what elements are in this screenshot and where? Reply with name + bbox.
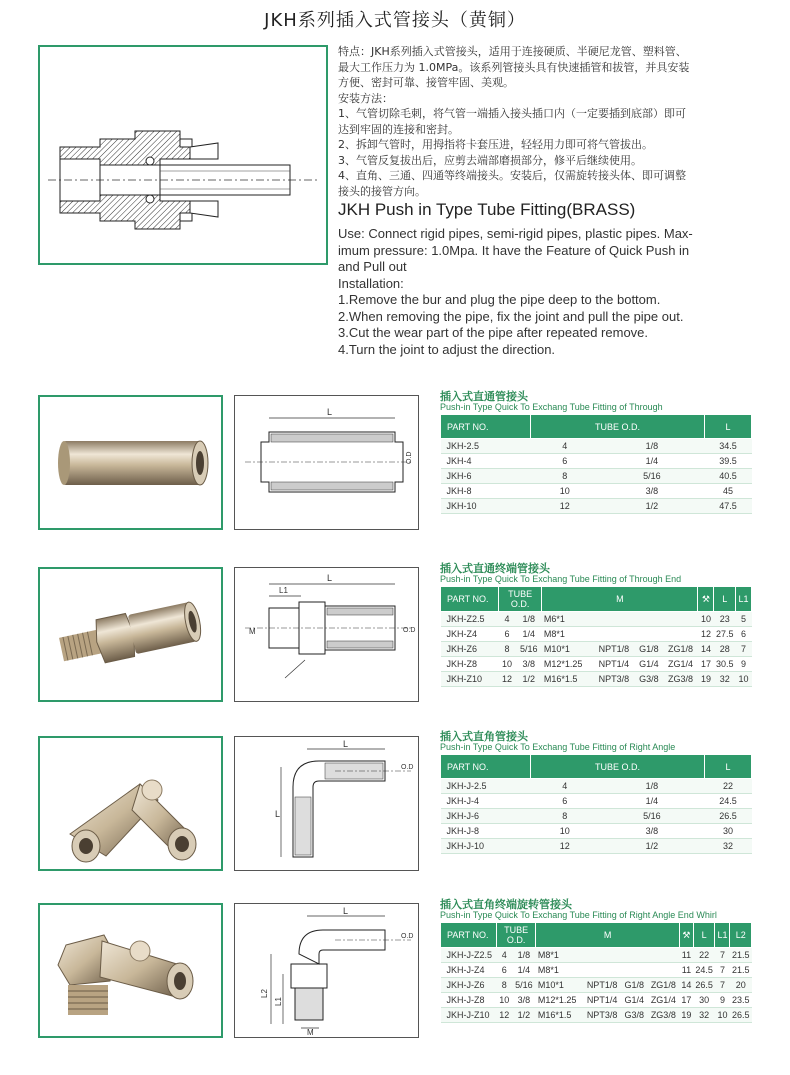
table-cell <box>635 627 663 642</box>
dim-label-l2: L2 <box>260 989 269 998</box>
table-cell: JKH-8 <box>441 484 531 499</box>
table-cell: NPT1/8 <box>583 978 621 993</box>
table-cell: 1/2 <box>516 672 542 687</box>
table-cell: JKH-J-10 <box>441 839 531 854</box>
table-cell: 30 <box>693 993 715 1008</box>
wrench-icon: ⚒ <box>679 923 693 948</box>
col-header: PART NO. <box>441 923 497 948</box>
table-cell: JKH-2.5 <box>441 439 531 454</box>
table-cell: 6 <box>497 963 513 978</box>
right-angle-end-whirl-photo <box>40 905 221 1036</box>
table-cell <box>583 948 621 963</box>
intro-cn-line: 方便、密封可靠、接管牢固、美观。 <box>338 76 514 89</box>
table-cell: 12 <box>499 672 516 687</box>
wrench-icon: ⚒ <box>698 587 714 612</box>
table-cell: G3/8 <box>635 672 663 687</box>
table-cell: 1/2 <box>599 839 705 854</box>
dim-label-od: O.D <box>403 627 416 634</box>
spec-table <box>440 414 752 514</box>
cross-section-drawing <box>40 47 326 263</box>
section-title-en: Push-in Type Quick To Exchang Tube Fitting of Through <box>440 402 663 412</box>
table-cell: JKH-J-8 <box>441 824 531 839</box>
table-cell: 4 <box>497 948 513 963</box>
table-cell: 17 <box>698 657 714 672</box>
col-header: L <box>705 755 752 779</box>
table-cell: JKH-J-4 <box>441 794 531 809</box>
table-cell: 20 <box>730 978 752 993</box>
dim-label-l1: L1 <box>274 997 283 1006</box>
table-cell: 30.5 <box>714 657 736 672</box>
dim-label-l: L <box>275 809 281 819</box>
table-cell: NPT3/8 <box>583 1008 621 1023</box>
table-cell <box>621 963 647 978</box>
table-cell: 6 <box>736 627 752 642</box>
intro-cn-line: 安装方法： <box>338 91 393 105</box>
table-cell: 23 <box>714 612 736 627</box>
table-row <box>441 963 752 978</box>
intro-cn-line: 最大工作压力为 1.0MPa。该系列管接头具有快速插管和拔管，并具安装 <box>338 60 690 74</box>
product-photo-frame <box>38 736 223 871</box>
table-cell: 9 <box>715 993 730 1008</box>
table-cell: 5/16 <box>516 642 542 657</box>
table-row <box>441 484 752 499</box>
table-cell: 17 <box>679 993 693 1008</box>
table-cell: 10 <box>531 824 600 839</box>
section-title-en: Push-in Type Quick To Exchang Tube Fitting of Right Angle End Whirl <box>440 910 717 920</box>
table-cell: G1/8 <box>621 978 647 993</box>
table-cell: 3/8 <box>599 484 705 499</box>
table-row <box>441 948 752 963</box>
table-row <box>441 454 752 469</box>
intro-cn-line: 达到牢固的连接和密封。 <box>338 122 459 136</box>
table-row <box>441 839 752 854</box>
intro-cn-line: 2、拆卸气管时，用拇指将卡套压进，轻轻用力即可将气管拔出。 <box>338 138 653 151</box>
straight-fitting-photo <box>40 397 221 528</box>
straight-fitting-drawing <box>235 396 418 529</box>
table-cell: 22 <box>705 779 752 794</box>
table-cell <box>647 948 679 963</box>
right-angle-fitting-photo <box>40 738 221 869</box>
table-cell: 39.5 <box>705 454 752 469</box>
table-cell: 10 <box>736 672 752 687</box>
intro-en-line: imum pressure: 1.0Mpa. It have the Feature of Quick Push in <box>338 242 690 258</box>
table-cell <box>635 612 663 627</box>
table-cell: 10 <box>715 1008 730 1023</box>
table-cell: 11 <box>679 948 693 963</box>
table-row <box>441 672 752 687</box>
table-row <box>441 779 752 794</box>
col-header: TUBE O.D. <box>531 415 705 439</box>
table-row <box>441 794 752 809</box>
table-cell: 5 <box>736 612 752 627</box>
intro-en-line: 2.When removing the pipe, fix the joint and pull the pipe out. <box>338 308 684 324</box>
dimension-drawing-frame <box>234 567 419 702</box>
table-cell: 1/4 <box>516 627 542 642</box>
table-cell: 3/8 <box>512 993 536 1008</box>
table-cell: NPT1/4 <box>583 993 621 1008</box>
table-cell: ZG1/8 <box>647 978 679 993</box>
table-row <box>441 978 752 993</box>
col-header: TUBE O.D. <box>499 587 542 612</box>
table-cell: JKH-6 <box>441 469 531 484</box>
table-cell: 10 <box>497 993 513 1008</box>
table-cell: JKH-J-6 <box>441 809 531 824</box>
table-cell: 4 <box>499 612 516 627</box>
intro-cn-line: 接头的接管方向。 <box>338 184 426 198</box>
col-header: TUBE O.D. <box>531 755 705 779</box>
dim-label-od: O.D <box>401 764 414 771</box>
table-cell: 21.5 <box>730 948 752 963</box>
table-cell: JKH-Z4 <box>441 627 499 642</box>
table-cell: 1/8 <box>599 779 705 794</box>
intro-en-line: 1.Remove the bur and plug the pipe deep to the bottom. <box>338 292 661 307</box>
table-cell: ZG3/8 <box>647 1008 679 1023</box>
table-cell: NPT1/4 <box>593 657 635 672</box>
table-cell: 7 <box>715 948 730 963</box>
table-cell: 10 <box>531 484 600 499</box>
col-header: L <box>714 587 736 612</box>
col-header: L2 <box>730 923 752 948</box>
dimension-drawing-frame <box>234 903 419 1038</box>
table-cell: G1/4 <box>635 657 663 672</box>
table-cell: JKH-J-Z4 <box>441 963 497 978</box>
table-cell: 5/16 <box>599 469 705 484</box>
intro-en-line: Installation: <box>338 275 404 291</box>
table-cell <box>593 612 635 627</box>
table-cell: JKH-10 <box>441 499 531 514</box>
dim-label-l: L <box>343 739 349 749</box>
table-cell: 5/16 <box>512 978 536 993</box>
table-cell: JKH-4 <box>441 454 531 469</box>
section-title-cn: 插入式直角管接头 <box>440 730 528 743</box>
col-header: PART NO. <box>441 415 531 439</box>
product-photo-frame <box>38 395 223 530</box>
intro-en <box>338 226 748 358</box>
table-row <box>441 657 752 672</box>
table-cell: 8 <box>531 809 600 824</box>
col-header: L1 <box>736 587 752 612</box>
table-cell: 1/2 <box>512 1008 536 1023</box>
table-cell: 7 <box>715 978 730 993</box>
table-cell: ZG1/4 <box>647 993 679 1008</box>
dim-label-m: M <box>249 627 256 636</box>
table-cell: JKH-J-Z2.5 <box>441 948 497 963</box>
en-title: JKH Push in Type Tube Fitting(BRASS) <box>338 200 636 219</box>
section-title-en: Push-in Type Quick To Exchang Tube Fitting of Through End <box>440 574 682 584</box>
intro-en-line: 3.Cut the wear part of the pipe after repeated remove. <box>338 325 649 340</box>
table-cell: 8 <box>497 978 513 993</box>
dimension-drawing-frame <box>234 736 419 871</box>
table-cell: 24.5 <box>705 794 752 809</box>
section-title-en: Push-in Type Quick To Exchang Tube Fitting of Right Angle <box>440 742 676 752</box>
col-header: M <box>542 587 698 612</box>
intro-en-line: and Pull out <box>338 259 407 274</box>
col-header: L1 <box>715 923 730 948</box>
table-cell: ZG3/8 <box>663 672 698 687</box>
table-row <box>441 993 752 1008</box>
table-row <box>441 439 752 454</box>
table-cell: JKH-Z8 <box>441 657 499 672</box>
table-row <box>441 809 752 824</box>
col-header: TUBE O.D. <box>497 923 536 948</box>
table-cell: ZG1/8 <box>663 642 698 657</box>
table-row <box>441 612 752 627</box>
table-cell: G1/4 <box>621 993 647 1008</box>
section-title-cn: 插入式直通终端管接头 <box>440 562 550 575</box>
table-cell: 4 <box>531 439 600 454</box>
table-cell: 1/8 <box>512 948 536 963</box>
intro-en-line: Use: Connect rigid pipes, semi-rigid pipes, plastic pipes. Max- <box>338 226 693 241</box>
table-cell: M10*1 <box>542 642 593 657</box>
table-cell: G3/8 <box>621 1008 647 1023</box>
table-cell: 10 <box>499 657 516 672</box>
table-cell: 8 <box>499 642 516 657</box>
col-header: PART NO. <box>441 755 531 779</box>
table-row <box>441 1008 752 1023</box>
table-cell: NPT3/8 <box>593 672 635 687</box>
table-cell: 11 <box>679 963 693 978</box>
table-cell: 40.5 <box>705 469 752 484</box>
spec-table <box>440 922 752 1023</box>
table-cell: JKH-Z10 <box>441 672 499 687</box>
table-cell: 24.5 <box>693 963 715 978</box>
table-cell: 3/8 <box>599 824 705 839</box>
table-cell <box>647 963 679 978</box>
table-cell: JKH-Z6 <box>441 642 499 657</box>
table-cell: 1/8 <box>516 612 542 627</box>
table-row <box>441 642 752 657</box>
table-cell: JKH-J-2.5 <box>441 779 531 794</box>
table-cell: G1/8 <box>635 642 663 657</box>
table-cell: 32 <box>693 1008 715 1023</box>
table-cell: 34.5 <box>705 439 752 454</box>
table-cell: 1/4 <box>599 794 705 809</box>
intro-en-line: 4.Turn the joint to adjust the direction. <box>338 341 556 357</box>
through-end-fitting-photo <box>40 569 221 700</box>
table-cell: M12*1.25 <box>536 993 583 1008</box>
intro-cn-line: 1、气管切除毛刺，将气管一端插入接头插口内（一定要插到底部）即可 <box>338 107 686 120</box>
spec-table <box>440 754 752 854</box>
intro-cn-line: 3、气管反复拔出后，应剪去端部磨损部分，修平后继续使用。 <box>338 153 642 167</box>
section-title-cn: 插入式直通管接头 <box>440 390 528 403</box>
intro-cn-line: 4、直角、三通、四通等终端接头。安装后，仅需旋转接头体、即可调整 <box>338 169 686 182</box>
table-cell: 26.5 <box>693 978 715 993</box>
col-header: M <box>536 923 680 948</box>
dimension-drawing-frame <box>234 395 419 530</box>
table-cell: 26.5 <box>705 809 752 824</box>
table-row <box>441 469 752 484</box>
table-cell: 6 <box>531 454 600 469</box>
table-cell: 21.5 <box>730 963 752 978</box>
table-cell: JKH-J-Z10 <box>441 1008 497 1023</box>
dim-label-od: O.D <box>401 933 414 940</box>
table-row <box>441 824 752 839</box>
table-cell: 19 <box>698 672 714 687</box>
table-cell: 32 <box>705 839 752 854</box>
table-cell <box>663 627 698 642</box>
table-cell: NPT1/8 <box>593 642 635 657</box>
dim-label-m: M <box>307 1028 314 1037</box>
cross-section-frame <box>38 45 328 265</box>
table-cell: 12 <box>531 839 600 854</box>
intro-cn-line: 特点：JKH系列插入式管接头，适用于连接硬质、半硬尼龙管、塑料管、 <box>338 45 687 58</box>
table-row <box>441 627 752 642</box>
dim-label-l1: L1 <box>279 586 288 595</box>
dim-label-l: L <box>343 906 349 916</box>
table-row <box>441 499 752 514</box>
table-cell: 5/16 <box>599 809 705 824</box>
dim-label-l: L <box>327 573 333 583</box>
table-cell: 1/2 <box>599 499 705 514</box>
table-cell: JKH-J-Z6 <box>441 978 497 993</box>
table-cell: 6 <box>531 794 600 809</box>
table-cell: 8 <box>531 469 600 484</box>
table-cell: M8*1 <box>542 627 593 642</box>
right-angle-end-whirl-drawing <box>235 904 418 1037</box>
section-title-cn: 插入式直角终端旋转管接头 <box>440 898 572 911</box>
table-cell: JKH-J-Z8 <box>441 993 497 1008</box>
table-cell: 47.5 <box>705 499 752 514</box>
product-photo-frame <box>38 903 223 1038</box>
table-cell: 14 <box>679 978 693 993</box>
table-cell: ZG1/4 <box>663 657 698 672</box>
table-cell: 12 <box>531 499 600 514</box>
table-cell <box>663 612 698 627</box>
table-cell: 12 <box>497 1008 513 1023</box>
table-cell: M8*1 <box>536 948 583 963</box>
table-cell: 1/4 <box>599 454 705 469</box>
dim-label-l: L <box>327 407 333 417</box>
col-header: PART NO. <box>441 587 499 612</box>
table-cell: JKH-Z2.5 <box>441 612 499 627</box>
table-cell: 6 <box>499 627 516 642</box>
table-cell <box>621 948 647 963</box>
table-cell: 1/8 <box>599 439 705 454</box>
table-cell: 26.5 <box>730 1008 752 1023</box>
table-cell: 27.5 <box>714 627 736 642</box>
table-cell: 45 <box>705 484 752 499</box>
dim-label-od: O.D <box>406 451 413 464</box>
table-cell: 19 <box>679 1008 693 1023</box>
table-cell: 9 <box>736 657 752 672</box>
table-cell: 7 <box>715 963 730 978</box>
table-cell: 28 <box>714 642 736 657</box>
table-cell: M16*1.5 <box>536 1008 583 1023</box>
table-cell: M10*1 <box>536 978 583 993</box>
table-cell: M6*1 <box>542 612 593 627</box>
table-cell: M12*1.25 <box>542 657 593 672</box>
table-cell: 12 <box>698 627 714 642</box>
table-cell: 10 <box>698 612 714 627</box>
spec-table <box>440 586 752 687</box>
col-header: L <box>693 923 715 948</box>
col-header: L <box>705 415 752 439</box>
through-end-fitting-drawing <box>235 568 418 701</box>
table-cell: M16*1.5 <box>542 672 593 687</box>
table-cell <box>583 963 621 978</box>
product-photo-frame <box>38 567 223 702</box>
table-cell: 4 <box>531 779 600 794</box>
table-cell: M8*1 <box>536 963 583 978</box>
intro-cn <box>338 44 758 199</box>
table-cell: 23.5 <box>730 993 752 1008</box>
table-cell: 7 <box>736 642 752 657</box>
table-cell: 3/8 <box>516 657 542 672</box>
table-cell: 30 <box>705 824 752 839</box>
table-cell <box>593 627 635 642</box>
right-angle-fitting-drawing <box>235 737 418 870</box>
table-cell: 22 <box>693 948 715 963</box>
table-cell: 14 <box>698 642 714 657</box>
page-title: JKH系列插入式管接头（黄铜） <box>264 10 526 31</box>
table-cell: 1/4 <box>512 963 536 978</box>
table-cell: 32 <box>714 672 736 687</box>
